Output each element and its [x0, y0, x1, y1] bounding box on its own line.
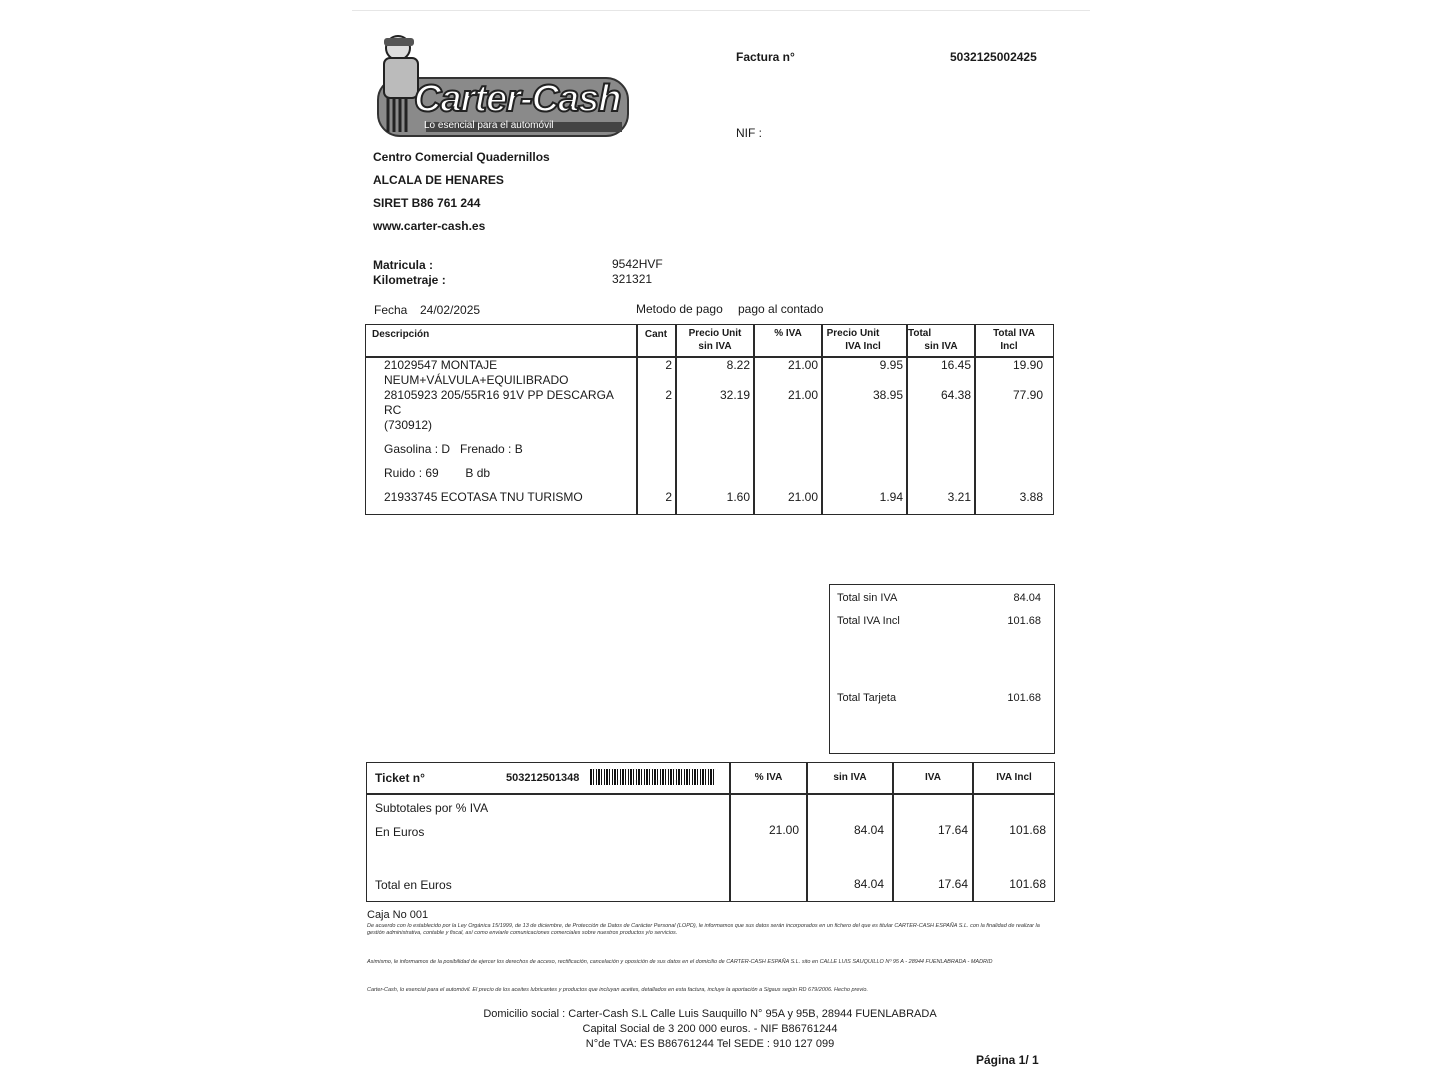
- total-iva-incl-label: Total IVA Incl: [837, 615, 900, 627]
- en-euros-label: En Euros: [375, 825, 425, 839]
- ticket-col-iva-amount: IVA: [925, 772, 941, 783]
- header-descripcion: Descripción: [372, 329, 430, 340]
- row2-precio-incl: 38.95: [872, 388, 903, 402]
- matricula-value: 9542HVF: [612, 257, 663, 271]
- total-sin-iva-label: Total sin IVA: [837, 592, 898, 604]
- fecha-label: Fecha: [374, 303, 408, 317]
- row3-desc1: 21933745 ECOTASA TNU TURISMO: [384, 490, 583, 504]
- factura-label: Factura n°: [736, 50, 795, 64]
- total-iva-incl-euros: 101.68: [1009, 877, 1046, 891]
- row3-iva: 21.00: [787, 490, 818, 504]
- gasolina-frenado: Gasolina : D Frenado : B: [384, 442, 523, 456]
- header-total-sin-2: sin IVA: [924, 341, 958, 352]
- ticket-header-divider: [366, 793, 1055, 795]
- ticket-col-sin-iva: sin IVA: [833, 772, 867, 783]
- legal-lopd: De acuerdo con lo establecido por la Ley Orgánica 15/1999, de 13 de diciembre, de Protección de Datos de Carácter Personal (LOPD), le informamos que sus datos serán incorporados en un fichero del que es titular CARTER-CASH ESPAÑA S.L. con la finalidad de realizar la gestión administrativa, contable y fiscal, así como enviarle comunicaciones comerciales sobre nuestros productos y/o servicios.: [367, 923, 1040, 936]
- header-cant: Cant: [644, 329, 668, 340]
- header-total-incl-1: Total IVA: [993, 328, 1035, 339]
- header-total-incl-2: Incl: [1000, 341, 1018, 352]
- row2-total-sin: 64.38: [940, 388, 971, 402]
- sub-sin-iva-value: 84.04: [853, 823, 884, 837]
- ticket-col-iva: % IVA: [754, 772, 783, 783]
- totals-box: [829, 584, 1055, 754]
- row1-desc2: NEUM+VÁLVULA+EQUILIBRADO: [384, 373, 569, 387]
- row2-cant: 2: [665, 388, 672, 402]
- header-precio-incl-2: IVA Incl: [845, 341, 881, 352]
- header-iva: % IVA: [774, 328, 802, 339]
- row3-total-incl: 3.88: [1019, 490, 1043, 504]
- total-iva-incl-value: 101.68: [1007, 615, 1041, 627]
- row1-precio-incl: 9.95: [879, 358, 903, 372]
- ticket-col-iva-incl: IVA Incl: [996, 772, 1032, 783]
- row3-precio-incl: 1.94: [879, 490, 903, 504]
- col-divider: [636, 324, 638, 515]
- ticket-number: 503212501348: [506, 772, 580, 784]
- page-number: Página 1/ 1: [976, 1053, 1039, 1067]
- pago-label: Metodo de pago: [636, 302, 723, 316]
- sub-iva-amount-value: 17.64: [937, 823, 968, 837]
- row2-total-incl: 77.90: [1012, 388, 1043, 402]
- fecha-value: 24/02/2025: [420, 303, 481, 317]
- ticket-barcode: [590, 769, 714, 785]
- logo-tagline: Lo esencial para el automóvil: [424, 120, 554, 131]
- km-label: Kilometraje :: [373, 273, 446, 287]
- row2-precio-sin: 32.19: [719, 388, 750, 402]
- row3-precio-sin: 1.60: [726, 490, 750, 504]
- total-sin-iva-value: 84.04: [1013, 592, 1041, 604]
- company-line3: SIRET B86 761 244: [373, 196, 481, 210]
- logo-wordmark: Carter-Cash: [414, 78, 621, 120]
- caja-number: Caja No 001: [367, 909, 429, 921]
- row1-desc1: 21029547 MONTAJE: [384, 358, 498, 372]
- header-total-sin-1: Total: [908, 328, 932, 339]
- tva-tel: N°de TVA: ES B86761244 Tel SEDE : 910 127 099: [585, 1038, 835, 1050]
- matricula-label: Matricula :: [373, 258, 434, 272]
- company-website: www.carter-cash.es: [373, 219, 486, 233]
- row2-desc3: (730912): [384, 418, 433, 432]
- row1-total-sin: 16.45: [940, 358, 971, 372]
- row1-precio-sin: 8.22: [726, 358, 750, 372]
- col-divider: [753, 324, 755, 515]
- ruido: Ruido : 69 B db: [384, 466, 491, 480]
- page-top-edge: [352, 10, 1090, 11]
- total-iva-amount-euros: 17.64: [937, 877, 968, 891]
- row3-cant: 2: [665, 490, 672, 504]
- header-precio-sin-1: Precio Unit: [688, 328, 742, 339]
- legal-sigaus: Carter-Cash, lo esencial para el automóvil. El precio de los aceites lubricantes y productos que incluyan aceites, detallados en esta factura, incluye la aportación a Sigaus según RD 679/2006. Hecho previo.: [367, 987, 868, 993]
- row2-desc2: RC: [384, 403, 402, 417]
- company-line1: Centro Comercial Quadernillos: [373, 150, 550, 164]
- km-value: 321321: [612, 272, 653, 286]
- domicilio-social: Domicilio social : Carter-Cash S.L Calle Luis Sauquillo N° 95A y 95B, 28944 FUENLABRADA: [483, 1008, 937, 1020]
- total-tarjeta-value: 101.68: [1007, 692, 1041, 704]
- total-tarjeta-label: Total Tarjeta: [837, 692, 897, 704]
- header-precio-incl-1: Precio Unit: [826, 328, 880, 339]
- row1-iva: 21.00: [787, 358, 818, 372]
- row1-cant: 2: [665, 358, 672, 372]
- sub-iva-value: 21.00: [768, 823, 799, 837]
- pago-value: pago al contado: [738, 302, 824, 316]
- ticket-label: Ticket n°: [375, 771, 425, 785]
- sub-iva-incl-value: 101.68: [1009, 823, 1046, 837]
- total-sin-iva-euros: 84.04: [853, 877, 884, 891]
- company-line2: ALCALA DE HENARES: [373, 173, 504, 187]
- row3-total-sin: 3.21: [947, 490, 971, 504]
- subtotal-label: Subtotales por % IVA: [375, 801, 489, 815]
- capital-social: Capital Social de 3 200 000 euros. - NIF B86761244: [582, 1023, 838, 1035]
- total-euros-label: Total en Euros: [375, 878, 452, 892]
- factura-number: 5032125002425: [950, 50, 1037, 64]
- header-precio-sin-2: sin IVA: [698, 341, 732, 352]
- row2-desc1: 28105923 205/55R16 91V PP DESCARGA: [384, 388, 614, 402]
- nif-label: NIF :: [736, 126, 762, 140]
- legal-rights: Asimismo, le informamos de la posibilidad de ejercer los derechos de acceso, rectificación, cancelación y oposición de sus datos en el domicilio de CARTER-CASH ESPAÑA S.L. sito en CALLE LUIS SAUQUILLO Nº 95 A - 28944 FUENLABRADA - MADRID: [367, 959, 993, 965]
- row2-iva: 21.00: [787, 388, 818, 402]
- row1-total-incl: 19.90: [1012, 358, 1043, 372]
